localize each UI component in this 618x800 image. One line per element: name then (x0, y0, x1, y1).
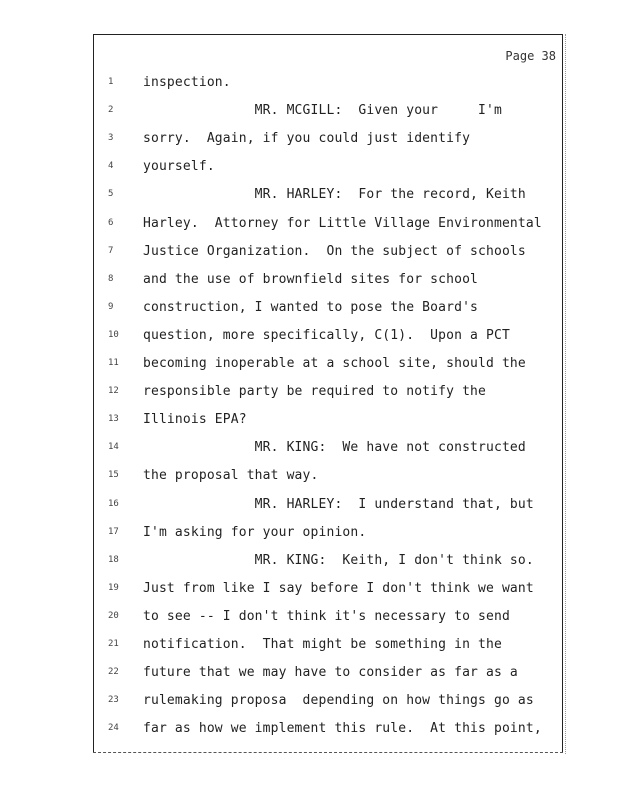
transcript-line (94, 637, 562, 657)
line-text: notification. That might be something in the (143, 637, 502, 652)
transcript-line (94, 609, 562, 629)
line-number: 12 (108, 386, 119, 397)
line-number: 6 (108, 217, 114, 228)
line-number: 23 (108, 695, 119, 706)
line-number: 5 (108, 189, 114, 200)
transcript-line (94, 468, 562, 488)
transcript-line (94, 187, 562, 207)
line-number: 17 (108, 526, 119, 537)
line-text: question, more specifically, C(1). Upon a PCT (143, 327, 510, 343)
line-text: far as how we implement this rule. At this point, (143, 721, 542, 737)
transcript-line (94, 328, 562, 348)
line-text: sorry. Again, if you could just identify (143, 131, 471, 147)
line-number: 19 (108, 582, 119, 593)
line-number: 22 (108, 667, 119, 678)
line-text: becoming inoperable at a school site, should the (143, 356, 526, 371)
line-text: Illinois EPA? (143, 412, 247, 428)
line-text: Harley. Attorney for Little Village Environmental (143, 215, 542, 231)
line-number: 3 (108, 133, 114, 144)
transcript-line (94, 693, 562, 713)
line-number: 18 (108, 554, 119, 565)
line-text: MR. KING: We have not constructed (143, 440, 526, 456)
transcript-line (94, 721, 562, 741)
transcript-line (94, 356, 562, 376)
line-number: 8 (108, 273, 114, 284)
line-number: 21 (108, 639, 119, 649)
line-number: 15 (108, 470, 119, 481)
transcript-line (94, 131, 562, 151)
transcript-line (94, 159, 562, 179)
line-text: I'm asking for your opinion. (143, 524, 367, 540)
transcript-line (94, 581, 562, 601)
line-number: 24 (108, 723, 119, 734)
page-number: Page 38 (505, 49, 556, 63)
line-text: inspection. (143, 75, 231, 90)
transcript-line (94, 244, 562, 264)
line-number: 7 (108, 245, 114, 256)
line-text: construction, I wanted to pose the Board's (143, 299, 479, 315)
line-text: yourself. (143, 159, 215, 175)
line-number: 2 (108, 105, 114, 116)
transcript-line (94, 440, 562, 460)
line-number: 4 (108, 161, 114, 172)
line-text: future that we may have to consider as far as a (143, 665, 518, 681)
line-text: MR. KING: Keith, I don't think so. (143, 552, 534, 568)
line-text: rulemaking proposa depending on how things go as (143, 693, 534, 709)
transcript-line (94, 216, 562, 236)
line-text: MR. HARLEY: I understand that, but (143, 496, 534, 512)
line-text: responsible party be required to notify the (143, 384, 486, 400)
line-text: Justice Organization. On the subject of schools (143, 243, 526, 259)
line-text: the proposal that way. (143, 468, 319, 484)
transcript-line (94, 665, 562, 685)
transcript-line (94, 103, 562, 123)
line-number: 16 (108, 498, 119, 509)
line-number: 20 (108, 610, 119, 621)
bottom-margin-rule (93, 752, 563, 753)
line-text: to see -- I don't think it's necessary to send (143, 608, 510, 624)
transcript-line (94, 525, 562, 545)
line-number: 10 (108, 329, 119, 340)
line-number: 14 (108, 442, 119, 453)
transcript-line (94, 75, 562, 95)
right-margin-rule (565, 34, 566, 754)
line-text: MR. MCGILL: Given your I'm (143, 103, 502, 119)
transcript-line (94, 300, 562, 320)
line-number: 13 (108, 414, 119, 425)
transcript-line (94, 272, 562, 292)
transcript-line (94, 412, 562, 432)
transcript-line (94, 384, 562, 404)
line-number: 1 (108, 77, 114, 87)
transcript-line (94, 497, 562, 517)
line-number: 11 (108, 358, 119, 368)
transcript-line (94, 553, 562, 573)
line-text: MR. HARLEY: For the record, Keith (143, 187, 526, 203)
line-text: Just from like I say before I don't think we want (143, 580, 534, 596)
line-number: 9 (108, 301, 114, 312)
line-text: and the use of brownfield sites for school (143, 271, 479, 287)
transcript-page (93, 34, 563, 753)
